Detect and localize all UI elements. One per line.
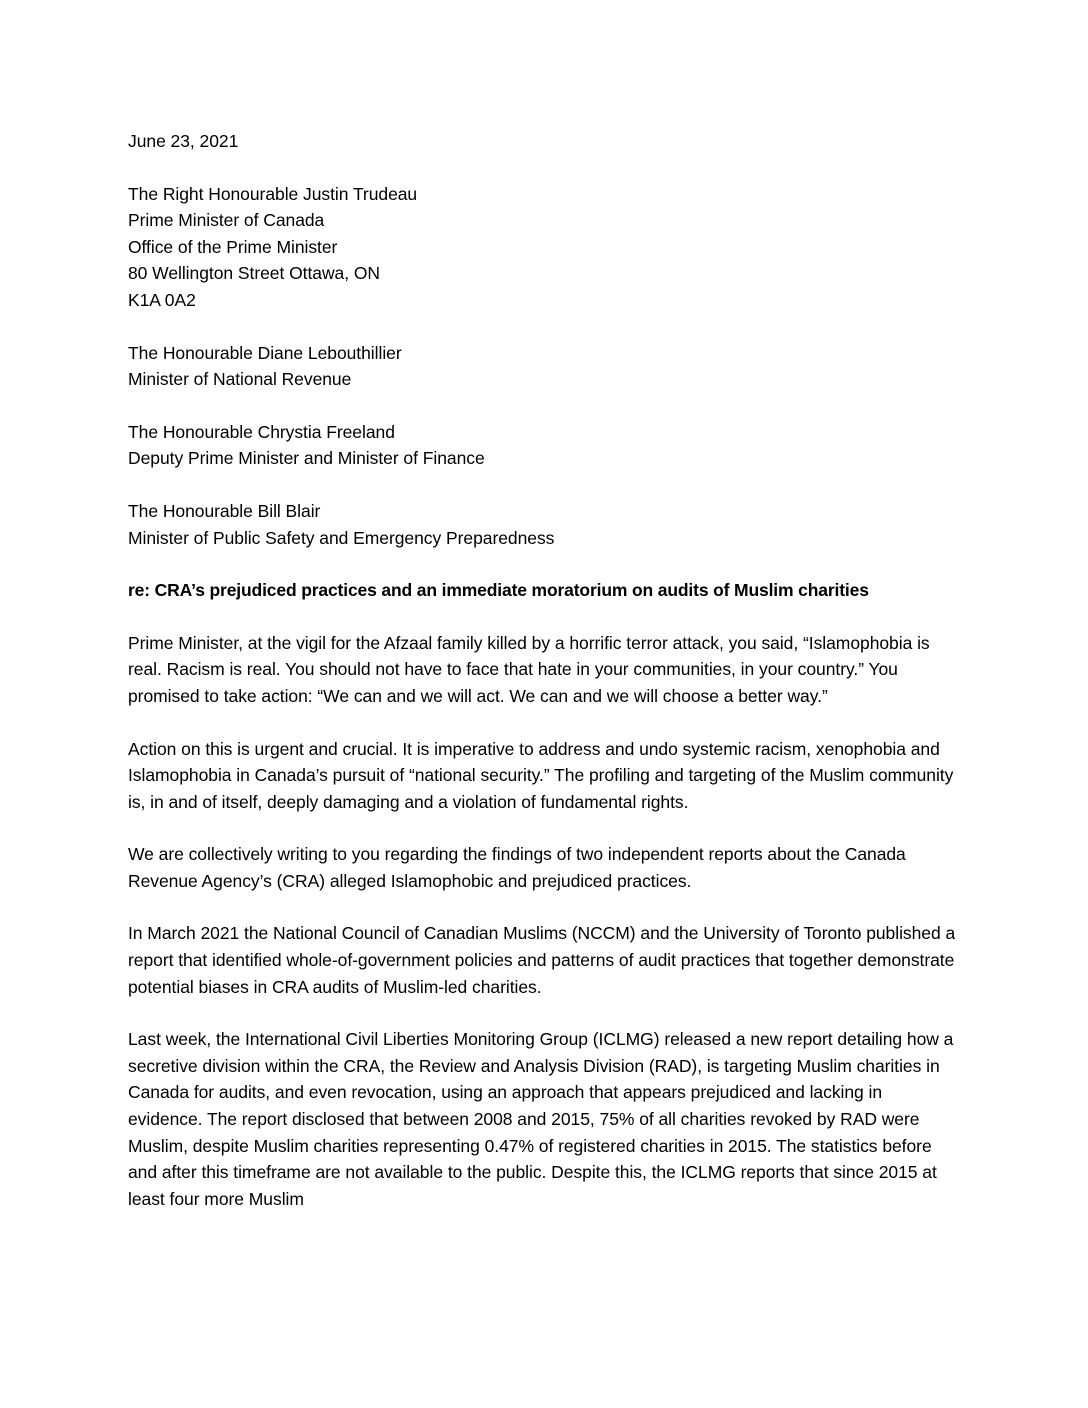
- recipient-block-1: [128, 181, 960, 314]
- recipient-line: The Honourable Diane Lebouthillier: [128, 342, 402, 363]
- recipient-line: Minister of National Revenue: [128, 369, 352, 390]
- recipient-line: 80 Wellington Street Ottawa, ON: [128, 263, 380, 284]
- recipient-line: The Honourable Chrystia Freeland: [128, 421, 395, 442]
- recipient-line: The Right Honourable Justin Trudeau: [128, 183, 418, 204]
- recipient-line: The Honourable Bill Blair: [128, 500, 321, 521]
- recipient-line: Deputy Prime Minister and Minister of Finance: [128, 448, 485, 469]
- letter-subject: re: CRA’s prejudiced practices and an immediate moratorium on audits of Muslim charities: [128, 580, 869, 601]
- recipient-line: Prime Minister of Canada: [128, 210, 325, 231]
- recipient-block-3: [128, 419, 960, 472]
- letter-paragraph: Last week, the International Civil Liberties Monitoring Group (ICLMG) released a new report detailing how a secretive division within the CRA, the Review and Analysis Division (RAD), is targeting Muslim charities in Canada for audits, and even revocation, using an approach that appears prejudiced and lacking in evidence. The report disclosed that between 2008 and 2015, 75% of all charities revoked by RAD were Muslim, despite Muslim charities representing 0.47% of registered charities in 2015. The statistics before and after this timeframe are not available to the public. Despite this, the ICLMG reports that since 2015 at least four more Muslim: [128, 1029, 954, 1209]
- date-text: June 23, 2021: [128, 131, 239, 151]
- letter-paragraph: Action on this is urgent and crucial. It is imperative to address and undo systemic racism, xenophobia and Islamophobia in Canada’s pursuit of “national security.” The profiling and targeting of the Muslim community is, in and of itself, deeply damaging and a violation of fundamental rights.: [128, 738, 954, 812]
- recipient-line: Office of the Prime Minister: [128, 236, 338, 257]
- letter-paragraph: We are collectively writing to you regarding the findings of two independent reports about the Canada Revenue Agency’s (CRA) alleged Islamophobic and prejudiced practices.: [128, 844, 906, 891]
- recipient-block-4: [128, 498, 960, 551]
- letter-paragraph: Prime Minister, at the vigil for the Afzaal family killed by a horrific terror attack, you said, “Islamophobia is real. Racism is real. You should not have to face that hate in your communities, in your country.” You promised to take action: “We can and we will act. We can and we will choose a better way.”: [128, 632, 930, 706]
- recipient-block-2: [128, 340, 960, 393]
- letter-body: [128, 128, 960, 1212]
- letter-date: [128, 128, 960, 155]
- letter-paragraph: In March 2021 the National Council of Canadian Muslims (NCCM) and the University of Toronto published a report that identified whole-of-government policies and patterns of audit practices that together demonstrate potential biases in CRA audits of Muslim-led charities.: [128, 923, 956, 997]
- recipient-line: Minister of Public Safety and Emergency Preparedness: [128, 527, 555, 548]
- recipient-line: K1A 0A2: [128, 289, 196, 310]
